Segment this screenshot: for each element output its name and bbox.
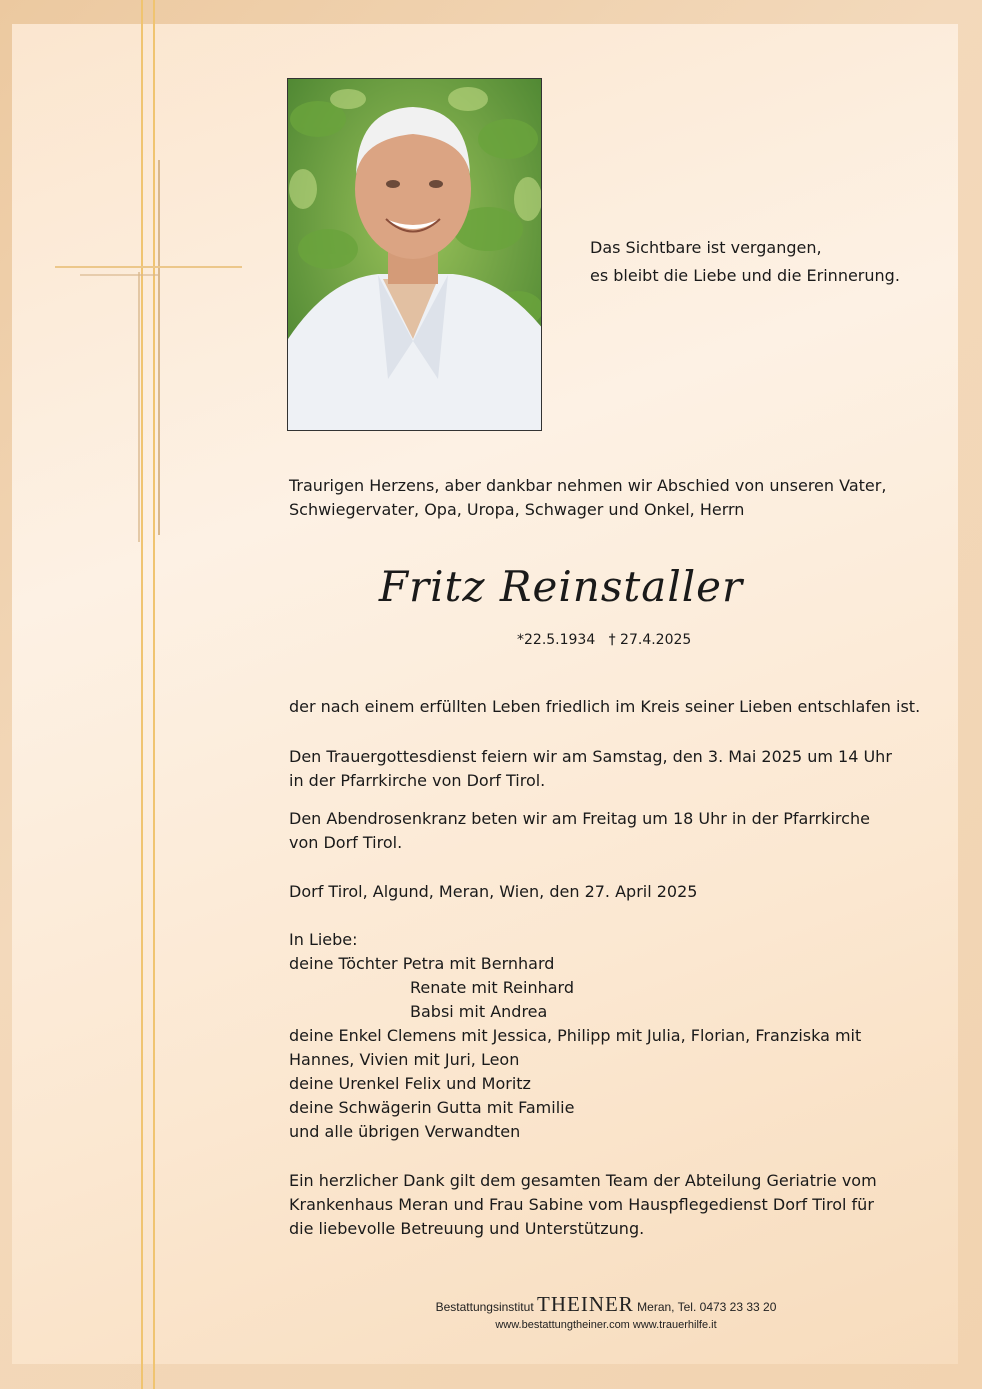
cross-icon-vertical — [158, 160, 160, 535]
life-dates: *22.5.1934 † 27.4.2025 — [517, 632, 692, 648]
thanks-line-2: Krankenhaus Meran und Frau Sabine vom Hauspflegedienst Dorf Tirol für — [289, 1195, 874, 1214]
footer-phone: Meran, Tel. 0473 23 33 20 — [637, 1300, 777, 1314]
mourner-line: deine Schwägerin Gutta mit Familie — [289, 1098, 575, 1117]
thanks-text — [289, 1169, 877, 1241]
funeral-home-footer — [0, 1282, 982, 1332]
mourner-line: deine Enkel Clemens mit Jessica, Philipp mit Julia, Florian, Franziska mit — [289, 1026, 862, 1045]
rosary-info — [289, 807, 870, 855]
service-line-1: Den Trauergottesdienst feiern wir am Samstag, den 3. Mai 2025 um 14 Uhr — [289, 747, 892, 766]
decor-line-left — [141, 0, 143, 1389]
cross-icon-horizontal-shadow — [80, 274, 160, 276]
intro-line-2: Schwiegervater, Opa, Uropa, Schwager und Onkel, Herrn — [289, 500, 745, 519]
intro-text — [289, 474, 886, 522]
quote-line-2: es bleibt die Liebe und die Erinnerung. — [590, 266, 900, 285]
decor-line-right — [153, 0, 155, 1389]
mourner-line: Babsi mit Andrea — [410, 1002, 548, 1021]
thanks-line-1: Ein herzlicher Dank gilt dem gesamten Team der Abteilung Geriatrie vom — [289, 1171, 877, 1190]
rosary-line-1: Den Abendrosenkranz beten wir am Freitag um 18 Uhr in der Pfarrkirche — [289, 809, 870, 828]
intro-line-1: Traurigen Herzens, aber dankbar nehmen wir Abschied von unseren Vater, — [289, 476, 887, 495]
funeral-home-logo: THEINER — [537, 1292, 634, 1316]
cross-icon-horizontal — [55, 266, 242, 268]
mourner-line: deine Töchter Petra mit Bernhard — [289, 954, 555, 973]
passing-text: der nach einem erfüllten Leben friedlich im Kreis seiner Lieben entschlafen ist. — [289, 697, 921, 716]
mourners-list — [289, 928, 861, 1144]
mourner-line: und alle übrigen Verwandten — [289, 1122, 521, 1141]
mourner-line: Hannes, Vivien mit Juri, Leon — [289, 1050, 520, 1069]
cross-icon-vertical-shadow — [138, 272, 140, 542]
mourner-line: Renate mit Reinhard — [410, 978, 575, 997]
place-date: Dorf Tirol, Algund, Meran, Wien, den 27. April 2025 — [289, 882, 698, 901]
rosary-line-2: von Dorf Tirol. — [289, 833, 403, 852]
footer-prefix: Bestattungsinstitut — [435, 1300, 534, 1314]
thanks-line-3: die liebevolle Betreuung und Unterstützung. — [289, 1219, 645, 1238]
footer-contact-row — [0, 1282, 982, 1318]
memorial-quote — [590, 234, 900, 290]
mourners-heading: In Liebe: — [289, 930, 358, 949]
portrait-photo — [287, 78, 542, 431]
deceased-name: Fritz Reinstaller — [378, 562, 744, 611]
mourner-line: deine Urenkel Felix und Moritz — [289, 1074, 531, 1093]
footer-websites[interactable]: www.bestattungtheiner.com www.trauerhilfe.it — [495, 1319, 717, 1331]
service-line-2: in der Pfarrkirche von Dorf Tirol. — [289, 771, 546, 790]
funeral-service — [289, 745, 892, 793]
quote-line-1: Das Sichtbare ist vergangen, — [590, 238, 822, 257]
